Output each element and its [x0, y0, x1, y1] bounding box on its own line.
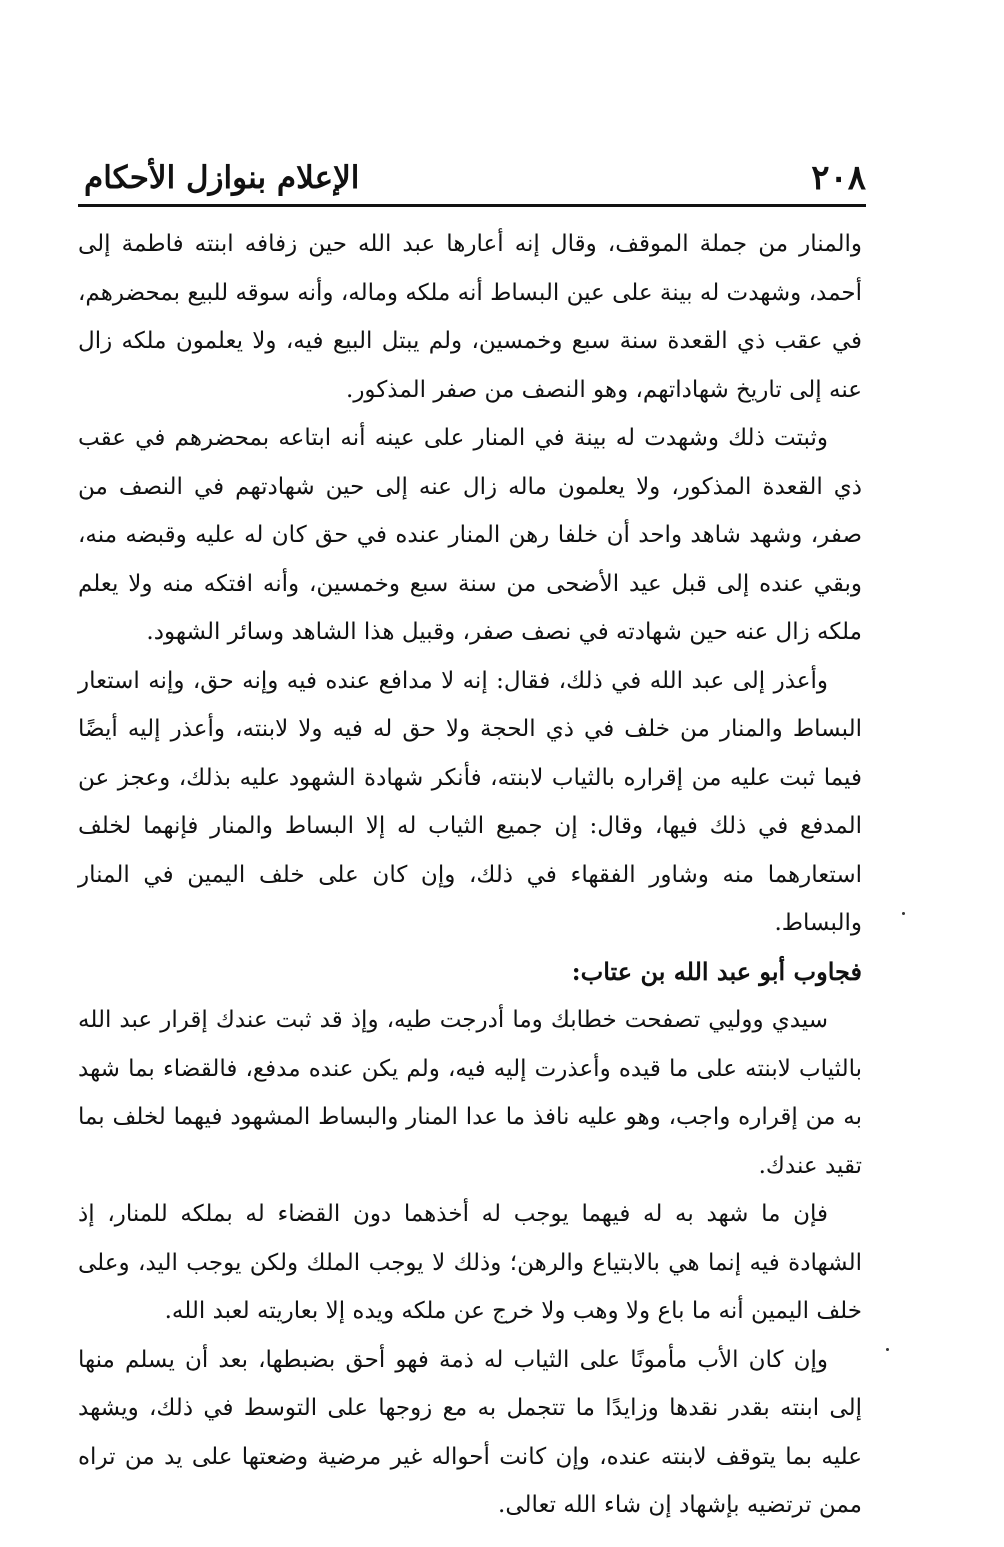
body-text	[78, 220, 862, 1530]
page-number: ٢٠٨	[811, 158, 866, 198]
fatwa-heading: فجاوب أبو عبد الله بن عتاب:	[571, 956, 862, 986]
paragraph-answer-3: وإن كان الأب مأمونًا على الثياب له ذمة فهو أحق بضبطها، بعد أن يسلم منها إلى ابنته بقدر نقدها وزايدًا ما تتجمل به مع زوجها على التوسط في ذلك، ويشهد عليه بما يتوقف لابنته عنده، وإن كانت أحواله غير مرضية وضعتها على يد من تراه ممن ترتضيه بإشهاد إن شاء الله تعالى.	[78, 1346, 862, 1518]
paragraph-3: وأعذر إلى عبد الله في ذلك، فقال: إنه لا مدافع عنده فيه وإنه حق، وإنه استعار البساط والمنار من خلف في ذي الحجة ولا حق له فيه ولا لابنته، وأعذر إليه أيضًا فيما ثبت عليه من إقراره بالثياب لابنته، فأنكر شهادة الشهود عليه بذلك، وعجز عن المدفع في ذلك فيها، وقال: إن جميع الثياب له إلا البساط والمنار فإنهما لخلف استعارهما منه وشاور الفقهاء في ذلك، وإن كان على خلف اليمين في المنار والبساط.	[78, 667, 862, 936]
margin-speck	[902, 912, 905, 915]
paragraph-1: والمنار من جملة الموقف، وقال إنه أعارها عبد الله حين زفافه ابنته فاطمة إلى أحمد، وشهدت له بينة على عين البساط أنه ملكه وماله، وأنه سوقه للبيع بمحضرهم، في عقب ذي القعدة سنة سبع وخمسين، ولم يبتل البيع فيه، ولا يعلمون ملكه زال عنه إلى تاريخ شهاداتهم، وهو النصف من صفر المذكور.	[78, 231, 862, 403]
margin-speck	[886, 1348, 889, 1351]
paragraph-2: وثبتت ذلك وشهدت له بينة في المنار على عينه أنه ابتاعه بمحضرهم في عقب ذي القعدة المذكور، ولا يعلمون ماله زال عنه إلى حين شهادتهم في النصف من صفر، وشهد شاهد واحد أن خلفا رهن المنار عنده في حق كان له عليه وقبضه منه، وبقي عنده إلى قبل عيد الأضحى من سنة سبع وخمسين، وأنه افتكه منه ولا يعلم ملكه زال عنه حين شهادته في نصف صفر، وقبيل هذا الشاهد وسائر الشهود.	[78, 425, 862, 645]
page-header	[78, 152, 866, 204]
header-rule	[78, 204, 866, 207]
running-title: الإعلام بنوازل الأحكام	[84, 160, 360, 196]
paragraph-answer-2: فإن ما شهد به له فيهما يوجب له أخذهما دون القضاء له بملكه للمنار، إذ الشهادة فيه إنما هي بالابتياع والرهن؛ وذلك لا يوجب الملك ولكن يوجب اليد، وعلى خلف اليمين أنه ما باع ولا وهب ولا خرج عن ملكه ويده إلا بعاريته لعبد الله.	[78, 1201, 862, 1324]
paragraph-answer-1: سيدي ووليي تصفحت خطابك وما أدرجت طيه، وإذ قد ثبت عندك إقرار عبد الله بالثياب لابنته على ما قيده وأعذرت إليه فيه، ولم يكن عنده مدفع، فالقضاء بما شهد به من إقراره واجب، وهو عليه نافذ ما عدا المنار والبساط المشهود فيهما لخلف بما تقيد عندك.	[78, 1007, 862, 1179]
